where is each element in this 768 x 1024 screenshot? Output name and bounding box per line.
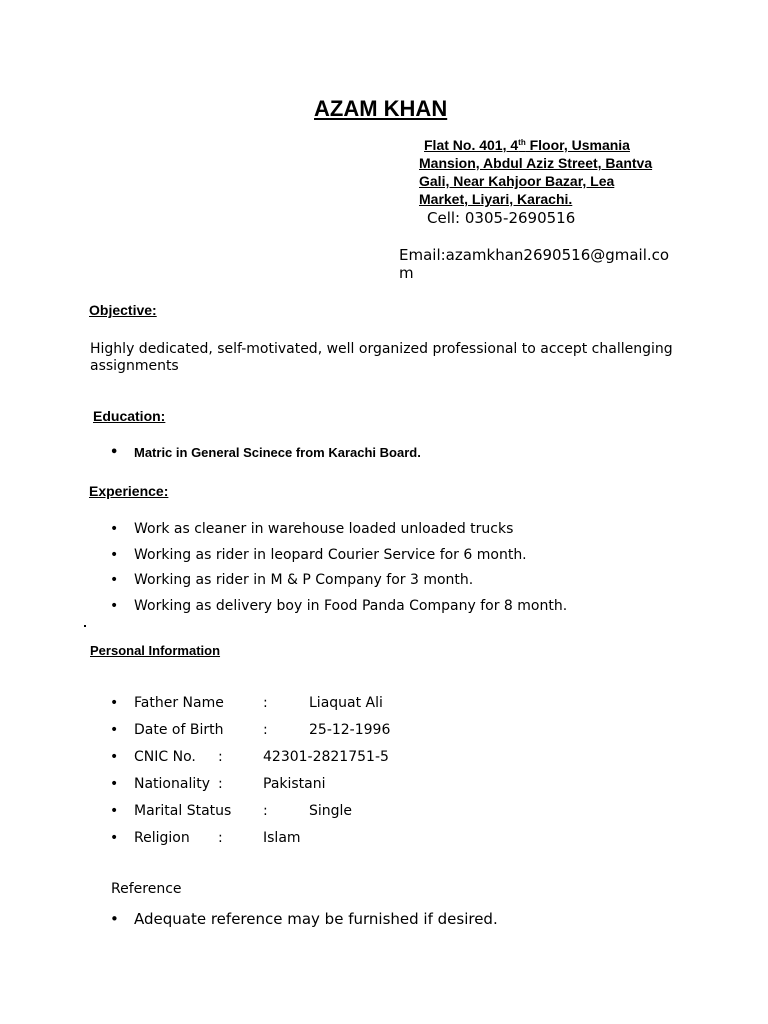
reference-list: [110, 910, 498, 928]
education-list: [110, 445, 421, 460]
personal-label: Religion: [134, 830, 190, 846]
experience-item: • Working as delivery boy in Food Panda Company for 8 month.: [110, 598, 567, 624]
email-line-2: m: [399, 264, 414, 282]
personal-item-father-name: [110, 695, 510, 722]
personal-item-cnic: [110, 749, 510, 776]
personal-value: Liaquat Ali: [309, 695, 383, 711]
personal-label: Marital Status: [134, 803, 232, 819]
address-line-3: Gali, Near Kahjoor Bazar, Lea: [419, 173, 615, 189]
address-part: Floor, Usmania: [525, 137, 630, 153]
personal-label: Date of Birth: [134, 722, 224, 738]
education-item: • Matric in General Scinece from Karachi Board.: [110, 445, 421, 460]
personal-colon: :: [263, 803, 268, 819]
personal-value: Pakistani: [263, 776, 326, 792]
cell-number: Cell: 0305-2690516: [427, 209, 576, 227]
personal-info-heading: Personal Information: [90, 643, 221, 658]
personal-item-nationality: [110, 776, 510, 803]
personal-label: CNIC No.: [134, 749, 196, 765]
email-line-1: Email:azamkhan2690516@gmail.co: [399, 246, 670, 264]
experience-item: • Working as rider in leopard Courier Service for 6 month.: [110, 547, 567, 573]
personal-item-date-of-birth: [110, 722, 510, 749]
personal-colon: :: [218, 830, 223, 846]
personal-colon: :: [218, 776, 223, 792]
stray-mark: [84, 625, 86, 627]
reference-heading: Reference: [111, 881, 182, 897]
candidate-name: AZAM KHAN: [314, 96, 448, 121]
personal-label: Nationality: [134, 776, 211, 792]
address-superscript: th: [518, 138, 526, 147]
objective-heading: Objective:: [89, 302, 157, 318]
personal-colon: :: [263, 722, 268, 738]
personal-colon: :: [263, 695, 268, 711]
personal-colon: :: [218, 749, 223, 765]
personal-value: Islam: [263, 830, 301, 846]
personal-label: Father Name: [134, 695, 224, 711]
experience-heading: Experience:: [89, 483, 169, 499]
experience-item: • Work as cleaner in warehouse loaded unloaded trucks: [110, 521, 567, 547]
personal-item-religion: [110, 830, 510, 857]
address-line-1: [424, 136, 630, 154]
objective-text-line-2: assignments: [90, 358, 179, 374]
experience-list: [110, 521, 567, 623]
personal-value: Single: [309, 803, 353, 819]
personal-item-marital-status: [110, 803, 510, 830]
address-line-2: Mansion, Abdul Aziz Street, Bantva: [419, 155, 653, 171]
personal-info-list: [110, 695, 510, 857]
experience-item: • Working as rider in M & P Company for 3 month.: [110, 572, 567, 598]
personal-value: 25-12-1996: [309, 722, 391, 738]
education-heading: Education:: [93, 408, 166, 424]
objective-text-line-1: Highly dedicated, self-motivated, well organized professional to accept challenging: [90, 341, 673, 357]
address-part: Flat No. 401, 4: [424, 137, 519, 153]
reference-item: • Adequate reference may be furnished if desired.: [110, 910, 498, 928]
address-line-4: Market, Liyari, Karachi.: [419, 191, 573, 207]
personal-value: 42301-2821751-5: [263, 749, 389, 765]
